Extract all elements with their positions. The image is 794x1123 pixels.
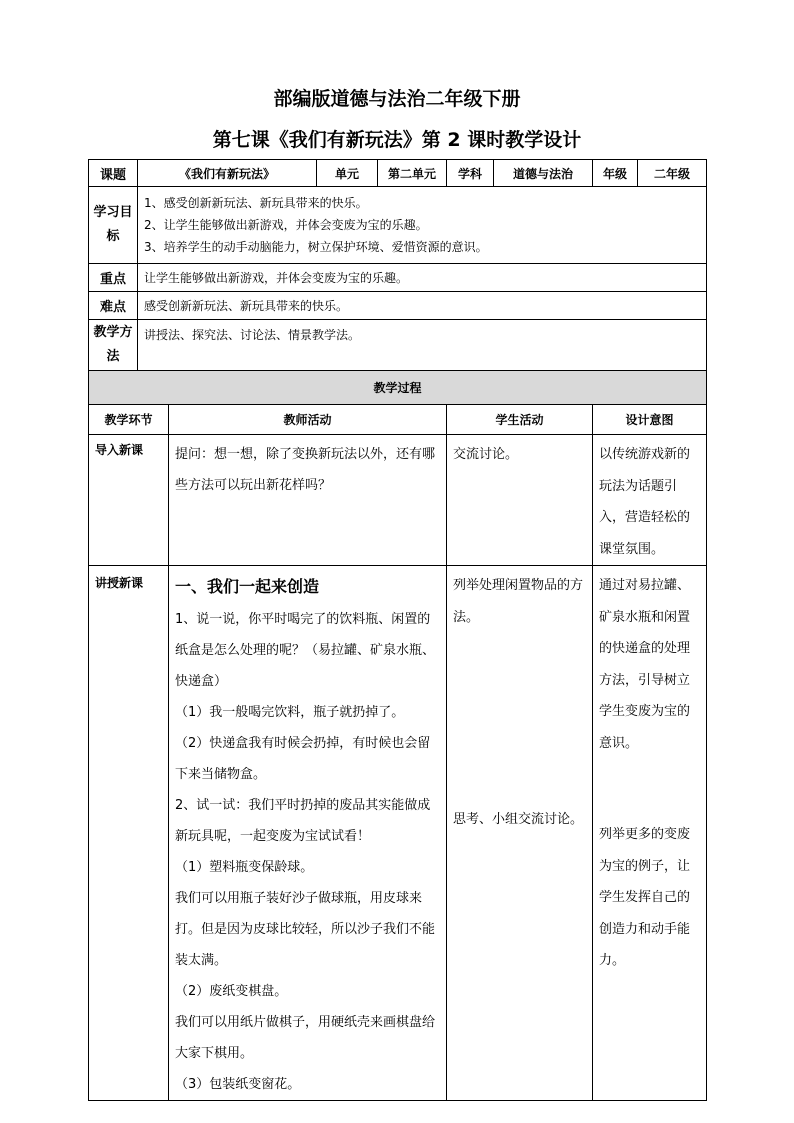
teacher-paragraph: （2）快递盒我有时候会扔掉，有时候也会留下来当储物盒。 xyxy=(175,736,431,782)
objectives-row xyxy=(89,187,707,264)
new-lesson-student xyxy=(447,566,593,1101)
teacher-paragraph: 我们可以用纸片做棋子，用硬纸壳来画棋盘给大家下棋用。 xyxy=(175,1015,436,1061)
new-lesson-row xyxy=(89,566,707,1101)
document-title: 部编版道德与法治二年级下册 xyxy=(273,88,521,110)
teacher-paragraph: 我们可以用瓶子装好沙子做球瓶，用皮球来打。但是因为皮球比较轻，所以沙子我们不能装太满。 xyxy=(175,891,436,968)
intro-row xyxy=(89,435,707,566)
process-title: 教学过程 xyxy=(89,371,707,405)
process-title-row xyxy=(89,371,707,405)
method-value: 讲授法、探究法、讨论法、情景教学法。 xyxy=(138,320,707,371)
teacher-paragraph: （1）塑料瓶变保龄球。 xyxy=(175,860,314,875)
key-point-row xyxy=(89,264,707,292)
objective-item: 3、培养学生的动手动脑能力，树立保护环境、爱惜资源的意识。 xyxy=(144,240,488,254)
method-label: 教学方法 xyxy=(89,320,138,371)
teacher-paragraph: 2、试一试：我们平时扔掉的废品其实能做成新玩具呢，一起变废为宝试试看！ xyxy=(175,798,431,844)
design-intent: 列举更多的变废为宝的例子，让学生发挥自己的创造力和动手能力。 xyxy=(599,827,691,968)
student-activity: 思考、小组交流讨论。 xyxy=(453,812,584,827)
difficulty-value: 感受创新新玩法、新玩具带来的快乐。 xyxy=(138,292,707,320)
col-student: 学生活动 xyxy=(447,405,593,435)
teacher-paragraph: 1、说一说，你平时喝完了的饮料瓶、闲置的纸盒是怎么处理的呢？（易拉罐、矿泉水瓶、快递盒） xyxy=(175,612,436,689)
intro-student: 交流讨论。 xyxy=(447,435,593,566)
course-value: 《我们有新玩法》 xyxy=(138,160,317,187)
lesson-plan-table xyxy=(88,159,707,1101)
new-lesson-intent xyxy=(593,566,707,1101)
objectives-list xyxy=(138,187,707,264)
objective-item: 1、感受创新新玩法、新玩具带来的快乐。 xyxy=(144,196,368,210)
col-teacher: 教师活动 xyxy=(169,405,447,435)
col-intent: 设计意图 xyxy=(593,405,707,435)
intro-stage: 导入新课 xyxy=(89,435,169,566)
student-activity: 列举处理闲置物品的方法。 xyxy=(453,578,584,625)
new-lesson-teacher xyxy=(169,566,447,1101)
teacher-paragraph: （1）我一般喝完饮料，瓶子就扔掉了。 xyxy=(175,705,405,720)
subject-value: 道德与法治 xyxy=(494,160,593,187)
unit-value: 第二单元 xyxy=(378,160,447,187)
intro-intent: 以传统游戏新的玩法为话题引入，营造轻松的课堂氛围。 xyxy=(593,435,707,566)
difficulty-label: 难点 xyxy=(89,292,138,320)
method-row xyxy=(89,320,707,371)
teacher-paragraph: （3）包装纸变窗花。 xyxy=(175,1077,301,1092)
course-label: 课题 xyxy=(89,160,138,187)
difficulty-row xyxy=(89,292,707,320)
header-row xyxy=(89,160,707,187)
intro-teacher: 提问：想一想，除了变换新玩法以外，还有哪些方法可以玩出新花样吗？ xyxy=(169,435,447,566)
unit-label: 单元 xyxy=(317,160,378,187)
new-lesson-stage: 讲授新课 xyxy=(89,566,169,1101)
col-stage: 教学环节 xyxy=(89,405,169,435)
teacher-paragraph: （2）废纸变棋盘。 xyxy=(175,984,288,999)
objectives-label: 学习目标 xyxy=(89,187,138,264)
document-subtitle: 第七课《我们有新玩法》第 2 课时教学设计 xyxy=(212,129,582,151)
key-point-label: 重点 xyxy=(89,264,138,292)
objective-item: 2、让学生能够做出新游戏，并体会变废为宝的乐趣。 xyxy=(144,218,428,232)
design-intent: 通过对易拉罐、矿泉水瓶和闲置的快递盒的处理方法，引导树立学生变废为宝的意识。 xyxy=(599,578,691,751)
section-heading: 一、我们一起来创造 xyxy=(175,577,320,596)
grade-label: 年级 xyxy=(593,160,638,187)
grade-value: 二年级 xyxy=(638,160,707,187)
key-point-value: 让学生能够做出新游戏，并体会变废为宝的乐趣。 xyxy=(138,264,707,292)
subject-label: 学科 xyxy=(447,160,494,187)
process-header-row xyxy=(89,405,707,435)
